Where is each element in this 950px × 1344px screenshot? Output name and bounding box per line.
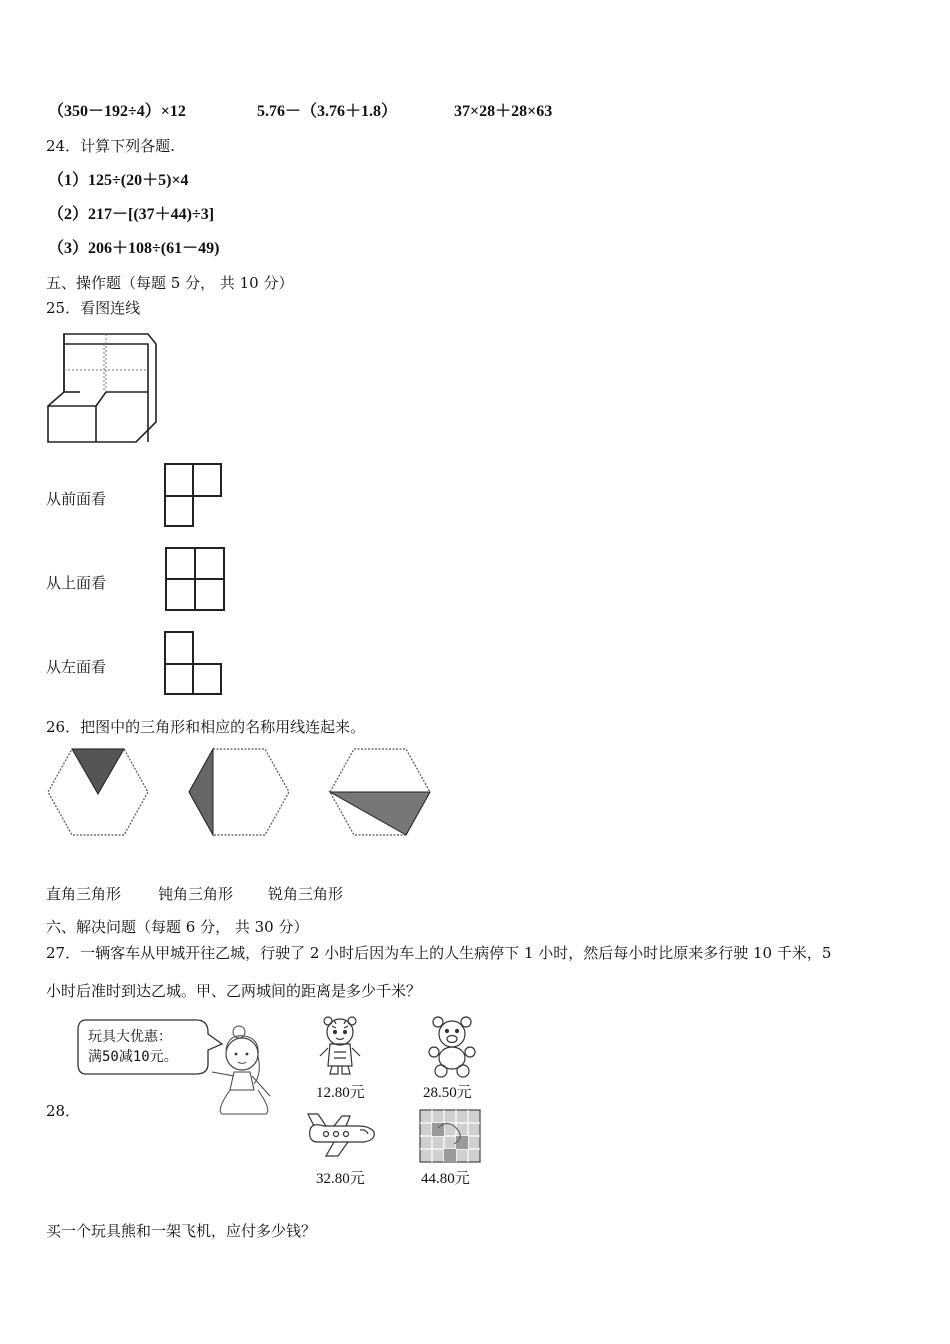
hexagon-shape-1[interactable] [44, 746, 152, 838]
cube-stack-figure [44, 330, 160, 448]
q24-title: 24．计算下列各题. [46, 137, 175, 155]
view-label-left: 从左面看 [46, 658, 107, 676]
price-tiger: 12.80元 [316, 1085, 365, 1101]
q24-item-1: （1）125÷(20＋5)×4 [48, 172, 189, 189]
section5-title: 五、操作题（每题 5 分， 共 10 分） [46, 274, 294, 292]
q25-title: 25．看图连线 [46, 299, 141, 317]
q23-expr-1: （350－192÷4）×12 [48, 103, 186, 120]
triangle-label-right[interactable]: 直角三角形 [46, 885, 122, 903]
toy-bear-icon[interactable] [424, 1014, 480, 1078]
q23-expr-3: 37×28＋28×63 [454, 103, 553, 120]
toy-airplane-icon[interactable] [304, 1110, 380, 1160]
triangle-label-acute[interactable]: 锐角三角形 [268, 885, 344, 903]
price-airplane: 32.80元 [316, 1171, 365, 1187]
toy-tiger-icon[interactable] [312, 1014, 368, 1078]
hexagon-shape-2[interactable] [185, 746, 293, 838]
view-shape-c[interactable] [162, 630, 226, 698]
price-puzzle: 44.80元 [421, 1171, 470, 1187]
price-bear: 28.50元 [423, 1085, 472, 1101]
q27-line-1: 27．一辆客车从甲城开往乙城，行驶了 2 小时后因为车上的人生病停下 1 小时，然后每小时比原来多行驶 10 千米，5 [46, 944, 832, 962]
q24-item-2: （2）217－[(37＋44)÷3] [48, 206, 215, 223]
section6-title: 六、解决问题（每题 6 分， 共 30 分） [46, 918, 309, 936]
toy-puzzle-icon[interactable] [418, 1108, 482, 1164]
q28-question: 买一个玩具熊和一架飞机，应付多少钱？ [46, 1222, 317, 1240]
q23-expr-2: 5.76－（3.76＋1.8） [257, 103, 398, 120]
view-label-top: 从上面看 [46, 574, 107, 592]
q27-line-2: 小时后准时到达乙城。甲、乙两城间的距离是多少千米？ [46, 982, 422, 1000]
triangle-label-obtuse[interactable]: 钝角三角形 [158, 885, 234, 903]
q28-number: 28． [46, 1102, 81, 1120]
q26-title: 26．把图中的三角形和相应的名称用线连起来。 [46, 718, 366, 736]
speech-bubble-line-2: 满50减10元。 [88, 1049, 178, 1065]
q24-item-3: （3）206＋108÷(61－49) [48, 240, 220, 257]
view-shape-a[interactable] [162, 462, 226, 530]
view-label-front: 从前面看 [46, 490, 107, 508]
hexagon-shape-3[interactable] [326, 746, 434, 838]
view-shape-b[interactable] [162, 546, 228, 614]
speech-bubble-line-1: 玩具大优惠： [88, 1029, 172, 1045]
